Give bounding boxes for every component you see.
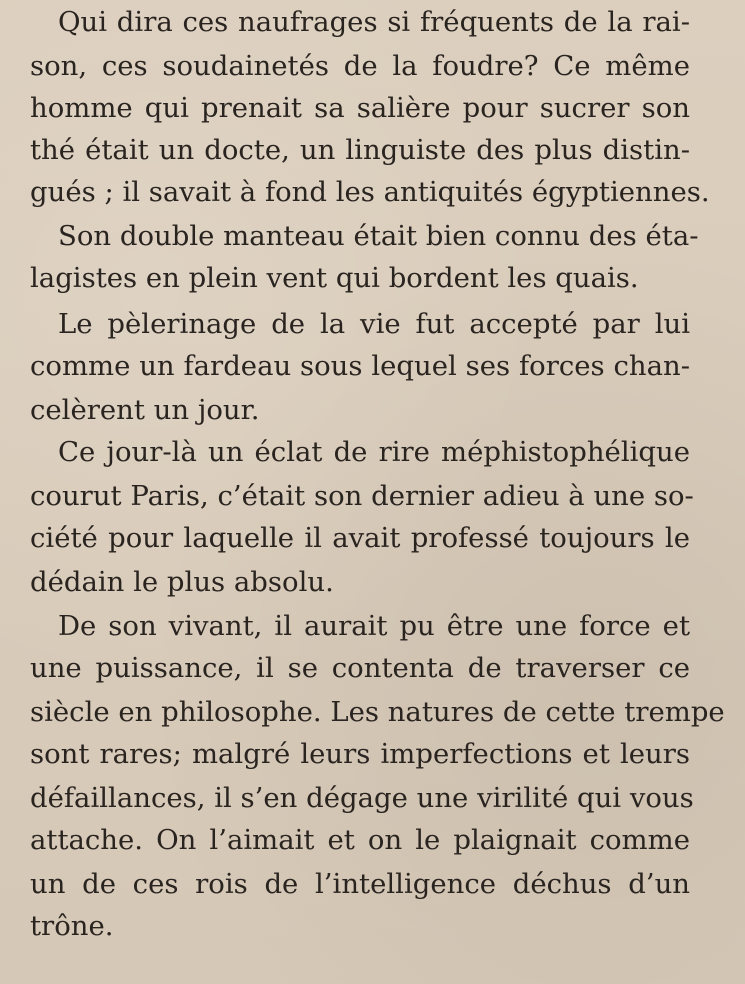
text-line-4: thé était un docte, un linguiste des plus distin- bbox=[30, 134, 690, 166]
text-line-21: un de ces rois de l’intelligence déchus d’un bbox=[30, 868, 690, 900]
text-line-1: Qui dira ces naufrages si fréquents de la rai- bbox=[58, 6, 690, 38]
text-line-15: De son vivant, il aurait pu être une force et bbox=[58, 610, 690, 642]
text-line-17: siècle en philosophe. Les natures de cette trempe bbox=[30, 696, 725, 728]
text-line-3: homme qui prenait sa salière pour sucrer son bbox=[30, 92, 690, 124]
text-line-13: ciété pour laquelle il avait professé toujours le bbox=[30, 522, 690, 554]
text-line-16: une puissance, il se contenta de traverser ce bbox=[30, 652, 690, 684]
text-line-2: son, ces soudainetés de la foudre? Ce même bbox=[30, 50, 690, 82]
text-line-10: celèrent un jour. bbox=[30, 394, 260, 426]
text-line-11: Ce jour-là un éclat de rire méphistophélique bbox=[58, 436, 690, 468]
text-line-12: courut Paris, c’était son dernier adieu à une so- bbox=[30, 480, 694, 512]
text-line-20: attache. On l’aimait et on le plaignait comme bbox=[30, 824, 690, 856]
text-line-7: lagistes en plein vent qui bordent les quais. bbox=[30, 262, 639, 294]
text-line-9: comme un fardeau sous lequel ses forces chan- bbox=[30, 350, 690, 382]
text-line-14: dédain le plus absolu. bbox=[30, 566, 334, 598]
text-line-6: Son double manteau était bien connu des éta- bbox=[58, 220, 699, 252]
text-line-18: sont rares; malgré leurs imperfections et leurs bbox=[30, 738, 690, 770]
text-line-22: trône. bbox=[30, 910, 114, 942]
text-line-19: défaillances, il s’en dégage une virilité qui vous bbox=[30, 782, 694, 814]
text-line-8: Le pèlerinage de la vie fut accepté par lui bbox=[58, 308, 690, 340]
text-line-5: gués ; il savait à fond les antiquités égyptiennes. bbox=[30, 176, 710, 208]
